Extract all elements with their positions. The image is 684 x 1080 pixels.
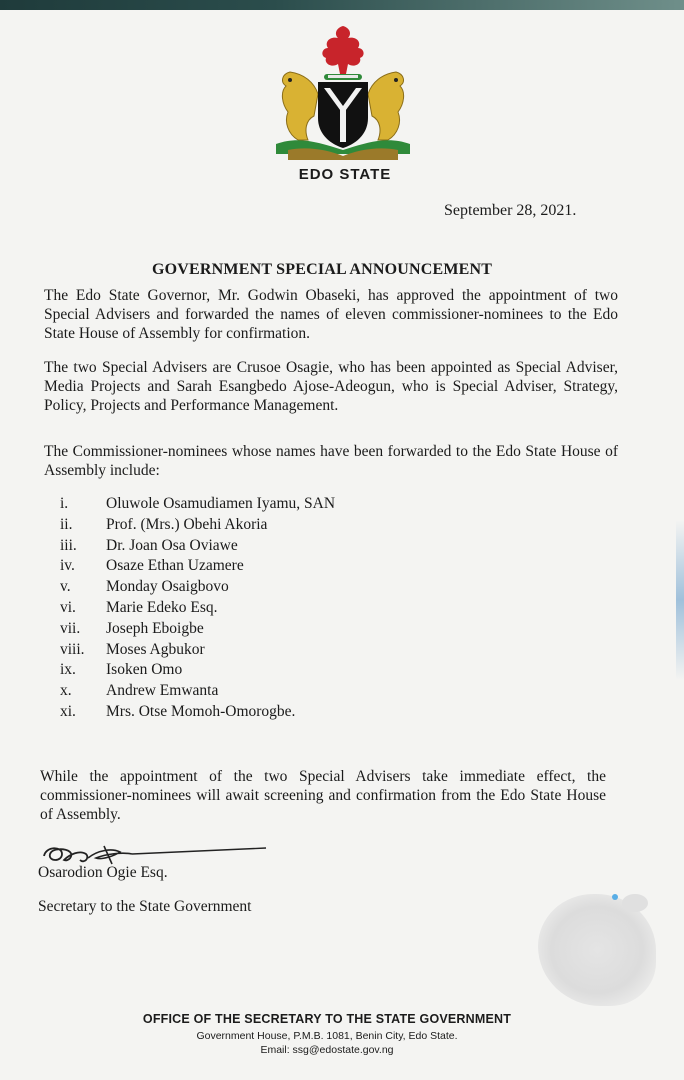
list-numeral: ix. [60, 661, 76, 679]
letter-page [0, 10, 684, 1080]
signatory-title: Secretary to the State Government [38, 898, 252, 915]
ink-dot [612, 894, 618, 900]
nominee-name: Andrew Emwanta [106, 682, 219, 700]
list-numeral: ii. [60, 515, 73, 533]
list-item [60, 681, 560, 702]
nominee-name: Dr. Joan Osa Oviawe [106, 536, 238, 554]
nominee-name: Prof. (Mrs.) Obehi Akoria [106, 515, 268, 533]
nominee-name: Moses Agbukor [106, 640, 205, 658]
list-numeral: i. [60, 495, 69, 512]
edo-state-coat-of-arms-icon [268, 22, 418, 168]
page-title: GOVERNMENT SPECIAL ANNOUNCEMENT [152, 261, 493, 278]
footer-address: Government House, P.M.B. 1081, Benin City, Edo State. [196, 1030, 458, 1042]
list-numeral: vi. [60, 598, 76, 616]
nominee-list [60, 494, 560, 723]
list-item [60, 556, 560, 577]
emblem-label: EDO STATE [298, 166, 392, 183]
list-item [60, 660, 560, 681]
list-numeral: vii. [60, 619, 81, 637]
paragraph-nominees-intro: The Commissioner-nominees whose names have been forwarded to the Edo State House of Assembly include: [44, 443, 618, 479]
list-item [60, 640, 560, 661]
list-item [60, 702, 560, 723]
list-numeral: viii. [60, 640, 85, 658]
letter-date: September 28, 2021. [444, 202, 577, 219]
list-numeral: iii. [60, 536, 77, 554]
paragraph-appointment: The Edo State Governor, Mr. Godwin Obaseki, has approved the appointment of two Special Advisers and forwarded the names of eleven commissioner-nominees to the Edo State House of Assembly for confirmation. [44, 287, 618, 342]
list-item [60, 598, 560, 619]
signatory-name: Osarodion Ogie Esq. [38, 864, 168, 881]
list-item [60, 619, 560, 640]
list-item [60, 494, 560, 515]
paragraph-special-advisers: The two Special Advisers are Crusoe Osagie, who has been appointed as Special Adviser, Media Projects and Sarah Esangbedo Ajose-Adeogun, who is Special Adviser, Strategy, Policy, Projects and Performance Management. [44, 359, 618, 414]
list-numeral: xi. [60, 702, 76, 720]
paragraph-closing: While the appointment of the two Special Advisers take immediate effect, the commissioner-nominees will await screening and confirmation from the Edo State House of Assembly. [40, 768, 606, 823]
list-numeral: iv. [60, 557, 75, 575]
list-numeral: v. [60, 578, 71, 596]
smudge-mark [622, 894, 648, 912]
list-item [60, 536, 560, 557]
nominee-name: Monday Osaigbovo [106, 578, 229, 596]
nominee-name: Joseph Eboigbe [106, 619, 204, 637]
nominee-name: Osaze Ethan Uzamere [106, 557, 244, 575]
nominee-name: Mrs. Otse Momoh-Omorogbe. [106, 702, 296, 720]
nominee-name: Marie Edeko Esq. [106, 598, 218, 616]
list-numeral: x. [60, 682, 72, 700]
list-item [60, 577, 560, 598]
list-item [60, 515, 560, 536]
footer-office: OFFICE OF THE SECRETARY TO THE STATE GOVERNMENT [142, 1012, 512, 1026]
nominee-name: Isoken Omo [106, 661, 183, 679]
footer-email: Email: ssg@edostate.gov.ng [260, 1044, 394, 1056]
nominee-name: Oluwole Osamudiamen Iyamu, SAN [106, 495, 336, 512]
top-edge-strip [0, 0, 684, 10]
